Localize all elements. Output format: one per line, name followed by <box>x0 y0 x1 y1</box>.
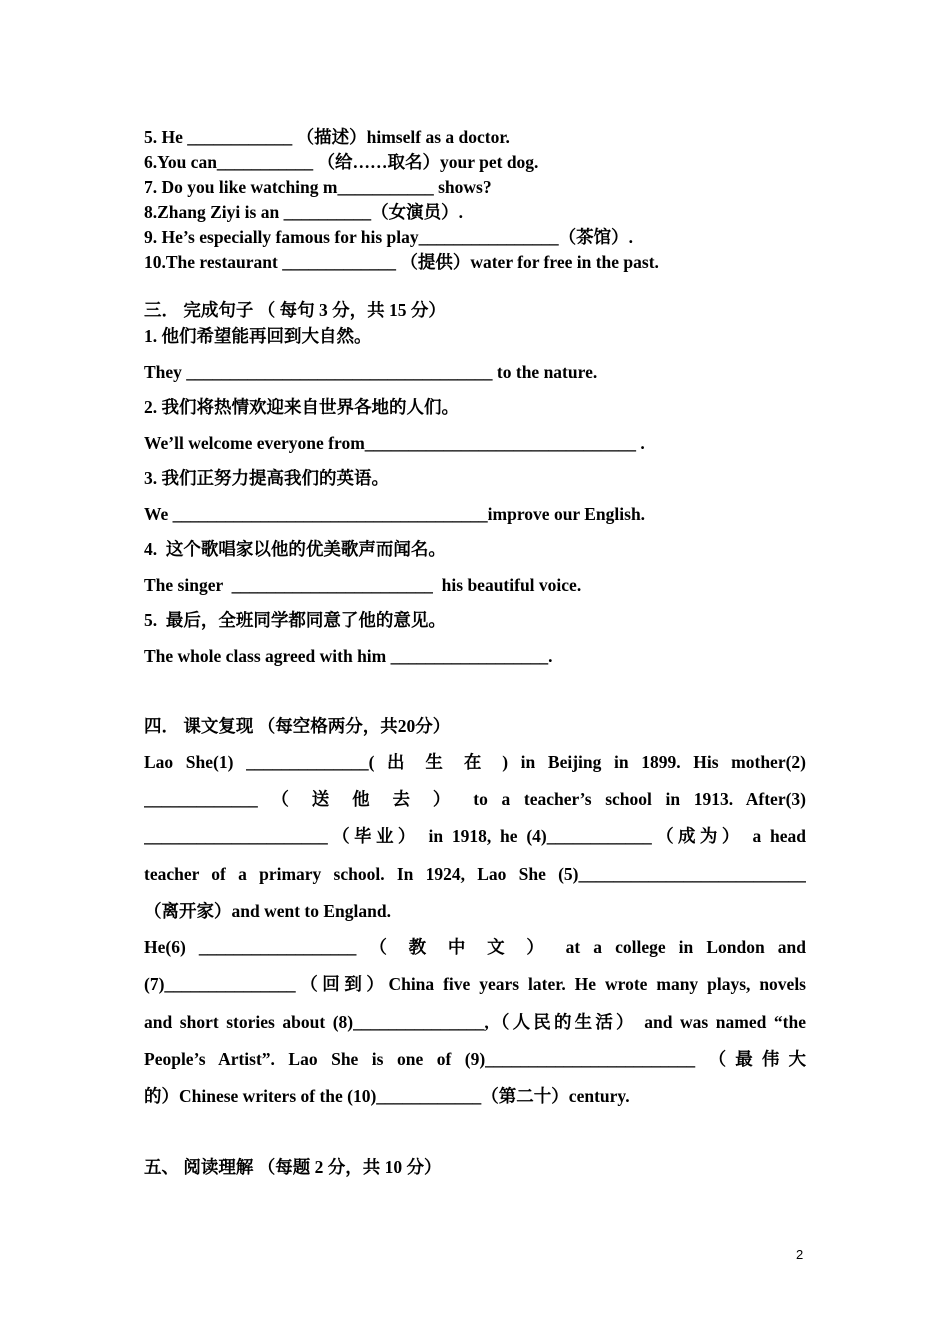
section4-line-6: He(6) __________________ （ 教 中 文 ） at a college in London and <box>144 937 806 957</box>
section3-item-4-english: The singer _______________________ his beautiful voice. <box>144 575 582 595</box>
section3-item-1-english: They ___________________________________ to the nature. <box>144 362 598 382</box>
section3-item-2-chinese: 2. 我们将热情欢迎来自世界各地的人们。 <box>144 397 459 417</box>
section3-item-3-chinese: 3. 我们正努力提高我们的英语。 <box>144 468 389 488</box>
fill-item-8: 8.Zhang Ziyi is an __________（女演员）. <box>144 202 463 222</box>
fill-item-10: 10.The restaurant _____________ （提供）water for free in the past. <box>144 252 659 272</box>
section3-item-3-english: We ____________________________________improve our English. <box>144 504 646 524</box>
section4-line-7: (7)_______________（回到）China five years later. He wrote many plays, novels <box>144 974 806 994</box>
section3-item-2-english: We’ll welcome everyone from_______________________________ . <box>144 433 645 453</box>
section3-heading: 三． 完成句子 （ 每句 3 分，共 15 分） <box>144 300 446 320</box>
section4-heading: 四． 课文复现 （每空格两分，共20分） <box>144 716 451 736</box>
section4-line-3: _____________________（毕业） in 1918, he (4)____________（成为） a head <box>144 826 806 846</box>
fill-item-7: 7. Do you like watching m___________ shows? <box>144 177 492 197</box>
section4-line-5: （离开家）and went to England. <box>144 901 391 921</box>
section5-heading: 五、 阅读理解 （每题 2 分，共 10 分） <box>144 1157 442 1177</box>
section3-item-1-chinese: 1. 他们希望能再回到大自然。 <box>144 326 372 346</box>
fill-item-5: 5. He ____________ （描述）himself as a doctor. <box>144 127 510 147</box>
section4-line-2: _____________ （ 送 他 去 ） to a teacher’s school in 1913. After(3) <box>144 789 806 809</box>
page-number: 2 <box>796 1247 804 1262</box>
section4-line-9: People’s Artist”. Lao She is one of (9)________________________ （最伟大 <box>144 1049 806 1069</box>
section3-item-5-english: The whole class agreed with him __________________. <box>144 646 553 666</box>
section3-item-4-chinese: 4. 这个歌唱家以他的优美歌声而闻名。 <box>144 539 446 559</box>
section4-line-1: Lao She(1) ______________( 出 生 在 ) in Beijing in 1899. His mother(2) <box>144 752 806 772</box>
section4-line-8: and short stories about (8)_______________,（人民的生活） and was named “the <box>144 1012 806 1032</box>
fill-item-6: 6.You can___________ （给……取名）your pet dog. <box>144 152 539 172</box>
section4-line-4: teacher of a primary school. In 1924, Lao She (5)__________________________ <box>144 864 806 884</box>
section3-item-5-chinese: 5. 最后，全班同学都同意了他的意见。 <box>144 610 446 630</box>
fill-item-9: 9. He’s especially famous for his play________________（茶馆）. <box>144 227 634 247</box>
section4-line-10: 的）Chinese writers of the (10)____________（第二十）century. <box>144 1086 630 1106</box>
